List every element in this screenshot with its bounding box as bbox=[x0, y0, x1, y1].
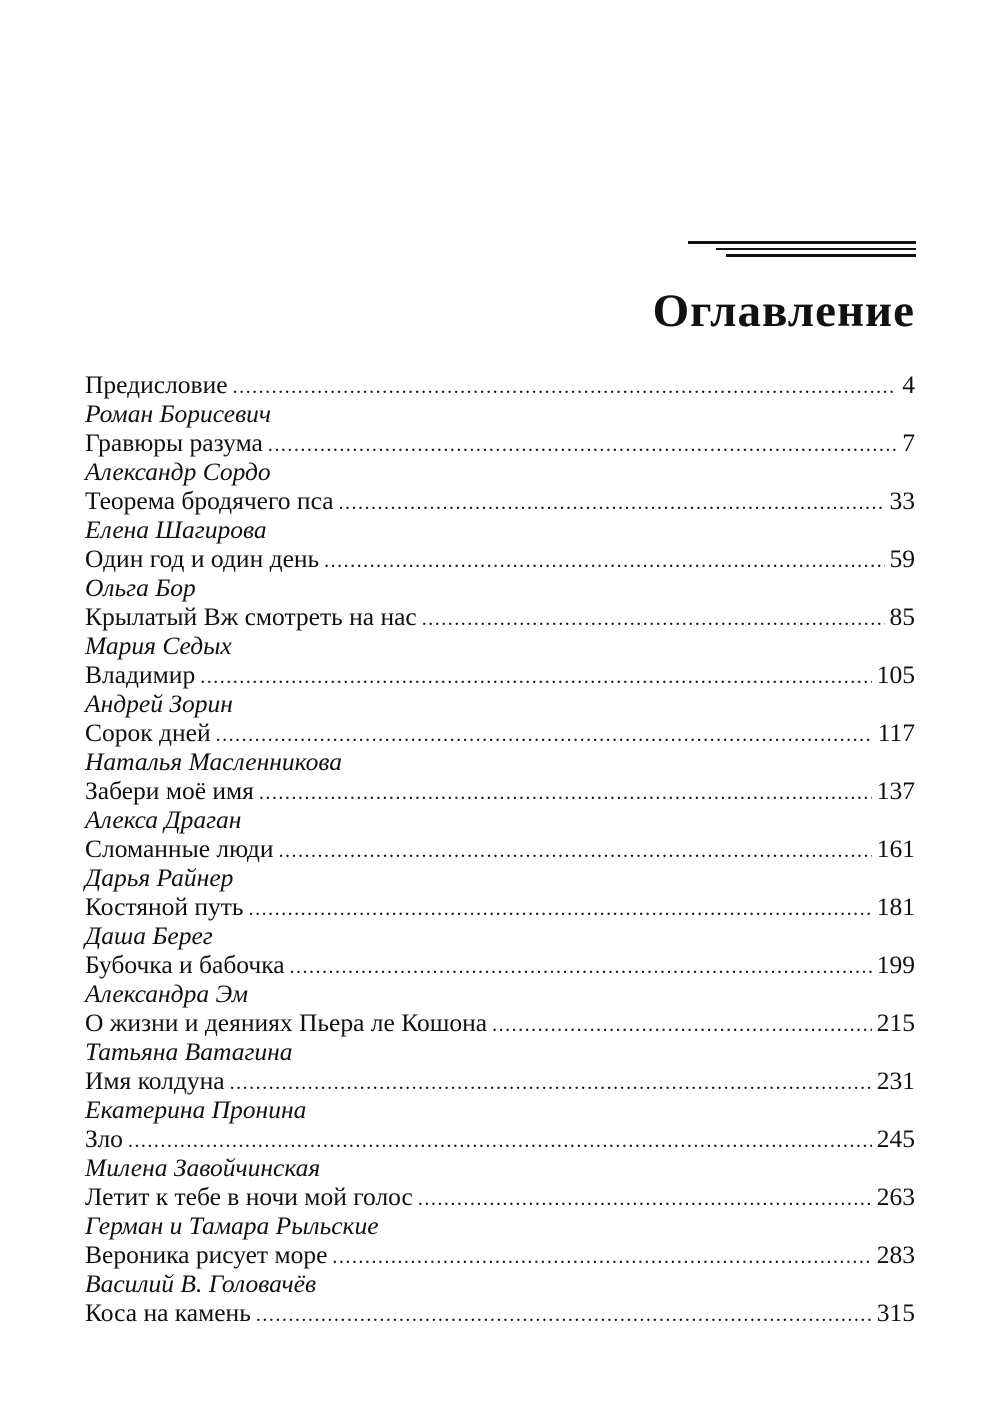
dot-leader bbox=[492, 1011, 872, 1040]
toc-entry-page: 181 bbox=[876, 892, 915, 921]
dot-leader bbox=[268, 431, 897, 460]
dot-leader bbox=[324, 547, 884, 576]
toc-author: Роман Борисевич bbox=[85, 399, 272, 428]
toc-entry-title: Вероника рисует море bbox=[85, 1240, 328, 1269]
toc-entry[interactable] bbox=[85, 1066, 915, 1095]
toc-entry-page: 245 bbox=[876, 1124, 915, 1153]
toc-entry[interactable] bbox=[85, 776, 915, 805]
toc-entry[interactable] bbox=[85, 544, 915, 573]
toc-entry-title: Сломанные люди bbox=[85, 834, 274, 863]
toc-entry[interactable] bbox=[85, 950, 915, 979]
toc-entry[interactable] bbox=[85, 1008, 915, 1037]
toc-entry-page: 263 bbox=[876, 1182, 915, 1211]
toc-entry[interactable] bbox=[85, 1182, 915, 1211]
toc-author: Мария Седых bbox=[85, 631, 232, 660]
dot-leader bbox=[290, 953, 872, 982]
toc-author: Ольга Бор bbox=[85, 573, 196, 602]
toc-entry-title: Коса на камень bbox=[85, 1298, 251, 1327]
toc-entry-page: 215 bbox=[876, 1008, 915, 1037]
toc-entry-page: 4 bbox=[902, 370, 915, 399]
toc-entry-title: Бубочка и бабочка bbox=[85, 950, 285, 979]
toc-entry-page: 7 bbox=[902, 428, 915, 457]
toc-entry-title: Костяной путь bbox=[85, 892, 244, 921]
ornament-line bbox=[688, 241, 916, 244]
ornament-line bbox=[726, 254, 916, 257]
toc-entry-page: 59 bbox=[889, 544, 915, 573]
toc-entry[interactable] bbox=[85, 486, 915, 515]
toc-entry[interactable] bbox=[85, 602, 915, 631]
toc-author: Наталья Масленникова bbox=[85, 747, 343, 776]
table-of-contents bbox=[85, 370, 915, 1327]
dot-leader bbox=[230, 1069, 872, 1098]
toc-entry-page: 231 bbox=[876, 1066, 915, 1095]
dot-leader bbox=[339, 489, 885, 518]
toc-entry-title: Имя колдуна bbox=[85, 1066, 225, 1095]
dot-leader bbox=[233, 373, 898, 402]
dot-leader bbox=[128, 1127, 872, 1156]
toc-entry-page: 283 bbox=[876, 1240, 915, 1269]
toc-entry-title: Гравюры разума bbox=[85, 428, 263, 457]
dot-leader bbox=[279, 837, 872, 866]
toc-author: Александра Эм bbox=[85, 979, 249, 1008]
toc-entry[interactable] bbox=[85, 1124, 915, 1153]
toc-entry-title: Один год и один день bbox=[85, 544, 320, 573]
toc-entry-title: О жизни и деяниях Пьера ле Кошона bbox=[85, 1008, 488, 1037]
toc-entry-page: 315 bbox=[876, 1298, 915, 1327]
toc-author: Татьяна Ватагина bbox=[85, 1037, 293, 1066]
toc-entry[interactable] bbox=[85, 660, 915, 689]
toc-entry-page: 117 bbox=[877, 718, 915, 747]
toc-entry-title: Крылатый Вж смотреть на нас bbox=[85, 602, 417, 631]
toc-entry-page: 199 bbox=[876, 950, 915, 979]
toc-entry-title: Предисловие bbox=[85, 370, 228, 399]
toc-author: Герман и Тамара Рыльские bbox=[85, 1211, 379, 1240]
toc-entry-page: 85 bbox=[889, 602, 915, 631]
title-ornament bbox=[688, 241, 916, 259]
toc-author: Даша Берег bbox=[85, 921, 213, 950]
dot-leader bbox=[256, 1301, 872, 1330]
toc-author: Андрей Зорин bbox=[85, 689, 233, 718]
toc-entry-title: Забери моё имя bbox=[85, 776, 254, 805]
toc-entry-title: Сорок дней bbox=[85, 718, 211, 747]
toc-author: Дарья Райнер bbox=[85, 863, 234, 892]
toc-entry-page: 161 bbox=[876, 834, 915, 863]
dot-leader bbox=[422, 605, 885, 634]
toc-author: Екатерина Пронина bbox=[85, 1095, 307, 1124]
dot-leader bbox=[216, 721, 873, 750]
dot-leader bbox=[249, 895, 872, 924]
toc-author: Василий В. Головачёв bbox=[85, 1269, 317, 1298]
toc-entry[interactable] bbox=[85, 718, 915, 747]
toc-author: Елена Шагирова bbox=[85, 515, 267, 544]
ornament-line bbox=[716, 248, 916, 250]
dot-leader bbox=[332, 1243, 871, 1272]
toc-entry[interactable] bbox=[85, 428, 915, 457]
toc-entry[interactable] bbox=[85, 834, 915, 863]
toc-entry[interactable] bbox=[85, 370, 915, 399]
toc-entry[interactable] bbox=[85, 1240, 915, 1269]
toc-entry-title: Зло bbox=[85, 1124, 123, 1153]
toc-author: Милена Завойчинская bbox=[85, 1153, 321, 1182]
toc-entry[interactable] bbox=[85, 892, 915, 921]
toc-entry-page: 33 bbox=[889, 486, 915, 515]
toc-entry-page: 105 bbox=[876, 660, 915, 689]
dot-leader bbox=[259, 779, 872, 808]
toc-entry[interactable] bbox=[85, 1298, 915, 1327]
toc-entry-page: 137 bbox=[876, 776, 915, 805]
toc-entry-title: Летит к тебе в ночи мой голос bbox=[85, 1182, 413, 1211]
page-title: Оглавление bbox=[652, 285, 915, 337]
dot-leader bbox=[200, 663, 872, 692]
toc-entry-title: Теорема бродячего пса bbox=[85, 486, 334, 515]
toc-author: Алекса Драган bbox=[85, 805, 242, 834]
toc-entry-title: Владимир bbox=[85, 660, 196, 689]
dot-leader bbox=[418, 1185, 872, 1214]
toc-author: Александр Сордо bbox=[85, 457, 271, 486]
